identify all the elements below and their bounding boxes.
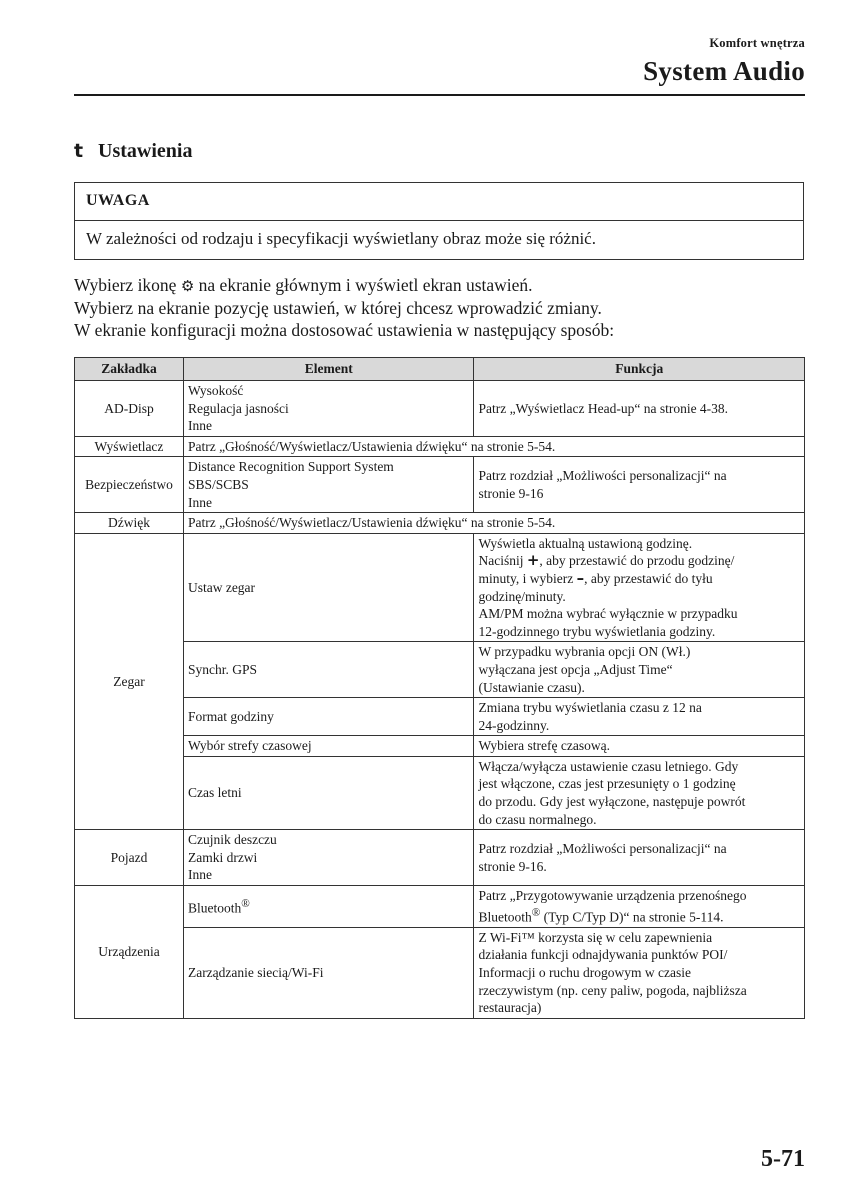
function-cell: Patrz rozdział „Możliwości personalizacji“ na stronie 9-16 (474, 457, 805, 513)
intro-line-3: W ekranie konfiguracji można dostosować ustawienia w następujący sposób: (74, 320, 615, 340)
intro-line-2: Wybierz na ekranie pozycję ustawień, w której chcesz wprowadzić zmiany. (74, 298, 602, 318)
intro-text (74, 274, 614, 341)
element-cell: Czas letni (183, 756, 474, 829)
function-cell: Patrz rozdział „Możliwości personalizacji“ na stronie 9-16. (474, 830, 805, 886)
tab-cell: Zegar (75, 533, 184, 830)
function-cell: Z Wi-Fi™ korzysta się w celu zapewnienia działania funkcji odnajdywania punktów POI/ Informacji o ruchu drogowym w czasie rzeczywistym (np. ceny paliw, pogoda, najbliższa restauracja) (474, 927, 805, 1018)
settings-table (74, 357, 805, 1019)
header-element: Element (183, 358, 474, 381)
note-text: W zależności od rodzaju i specyfikacji wyświetlany obraz może się różnić. (86, 229, 596, 248)
table-row (75, 533, 805, 642)
element-cell: Bluetooth® (183, 886, 474, 928)
element-cell: Distance Recognition Support System SBS/SCBS Inne (183, 457, 474, 513)
tab-cell: Wyświetlacz (75, 436, 184, 457)
element-cell: Synchr. GPS (183, 642, 474, 698)
chapter-label: Komfort wnętrza (709, 36, 805, 50)
intro-line-1: Wybierz ikonę ⚙ na ekranie głównym i wyświetl ekran ustawień. (74, 275, 533, 295)
section-heading-text: Ustawienia (98, 140, 193, 162)
table-row (75, 513, 805, 534)
table-row (75, 436, 805, 457)
page-number: 5-71 (761, 1146, 805, 1172)
tab-cell: Pojazd (75, 830, 184, 886)
table-row (75, 698, 805, 736)
table-row (75, 886, 805, 928)
table-row (75, 381, 805, 437)
function-cell: Patrz „Przygotowywanie urządzenia przenośnego Bluetooth® (Typ C/Typ D)“ na stronie 5-114. (474, 886, 805, 928)
tab-cell: Bezpieczeństwo (75, 457, 184, 513)
merged-cell: Patrz „Głośność/Wyświetlacz/Ustawienia dźwięku“ na stronie 5-54. (183, 513, 804, 534)
element-cell: Format godziny (183, 698, 474, 736)
table-row (75, 756, 805, 829)
note-label: UWAGA (75, 183, 803, 221)
element-cell: Czujnik deszczu Zamki drzwi Inne (183, 830, 474, 886)
function-cell: Wybiera strefę czasową. (474, 736, 805, 757)
table-row (75, 642, 805, 698)
plus-icon: + (526, 551, 540, 570)
element-cell: Wysokość Regulacja jasności Inne (183, 381, 474, 437)
function-cell: Wyświetla aktualną ustawioną godzinę. Naciśnij +, aby przestawić do przodu godzinę/ minuty, i wybierz –, aby przestawić do tyłu godzinę/minuty. AM/PM można wybrać wyłącznie w przypadku 12-godzinnego trybu wyświetlania godziny. (474, 533, 805, 642)
note-box (74, 182, 804, 260)
table-row (75, 457, 805, 513)
table-row (75, 830, 805, 886)
minus-icon: – (576, 568, 585, 587)
table-row (75, 736, 805, 757)
element-cell: Zarządzanie siecią/Wi-Fi (183, 927, 474, 1018)
section-heading (74, 140, 192, 163)
merged-cell: Patrz „Głośność/Wyświetlacz/Ustawienia dźwięku“ na stronie 5-54. (183, 436, 804, 457)
function-cell: Patrz „Wyświetlacz Head-up“ na stronie 4-38. (474, 381, 805, 437)
function-cell: W przypadku wybrania opcji ON (Wł.) wyłączana jest opcja „Adjust Time“ (Ustawianie czasu). (474, 642, 805, 698)
section-bullet: t (74, 140, 84, 162)
header-function: Funkcja (474, 358, 805, 381)
header-tab: Zakładka (75, 358, 184, 381)
tab-cell: Urządzenia (75, 886, 184, 1019)
tab-cell: AD-Disp (75, 381, 184, 437)
element-cell: Ustaw zegar (183, 533, 474, 642)
table-header-row (75, 358, 805, 381)
header-divider (74, 94, 805, 96)
element-cell: Wybór strefy czasowej (183, 736, 474, 757)
page-title: System Audio (643, 56, 805, 86)
table-row (75, 927, 805, 1018)
function-cell: Zmiana trybu wyświetlania czasu z 12 na 24-godzinny. (474, 698, 805, 736)
tab-cell: Dźwięk (75, 513, 184, 534)
function-cell: Włącza/wyłącza ustawienie czasu letniego. Gdy jest włączone, czas jest przesunięty o 1 godzinę do przodu. Gdy jest wyłączone, następuje powrót do czasu normalnego. (474, 756, 805, 829)
gear-icon: ⚙ (180, 277, 195, 295)
